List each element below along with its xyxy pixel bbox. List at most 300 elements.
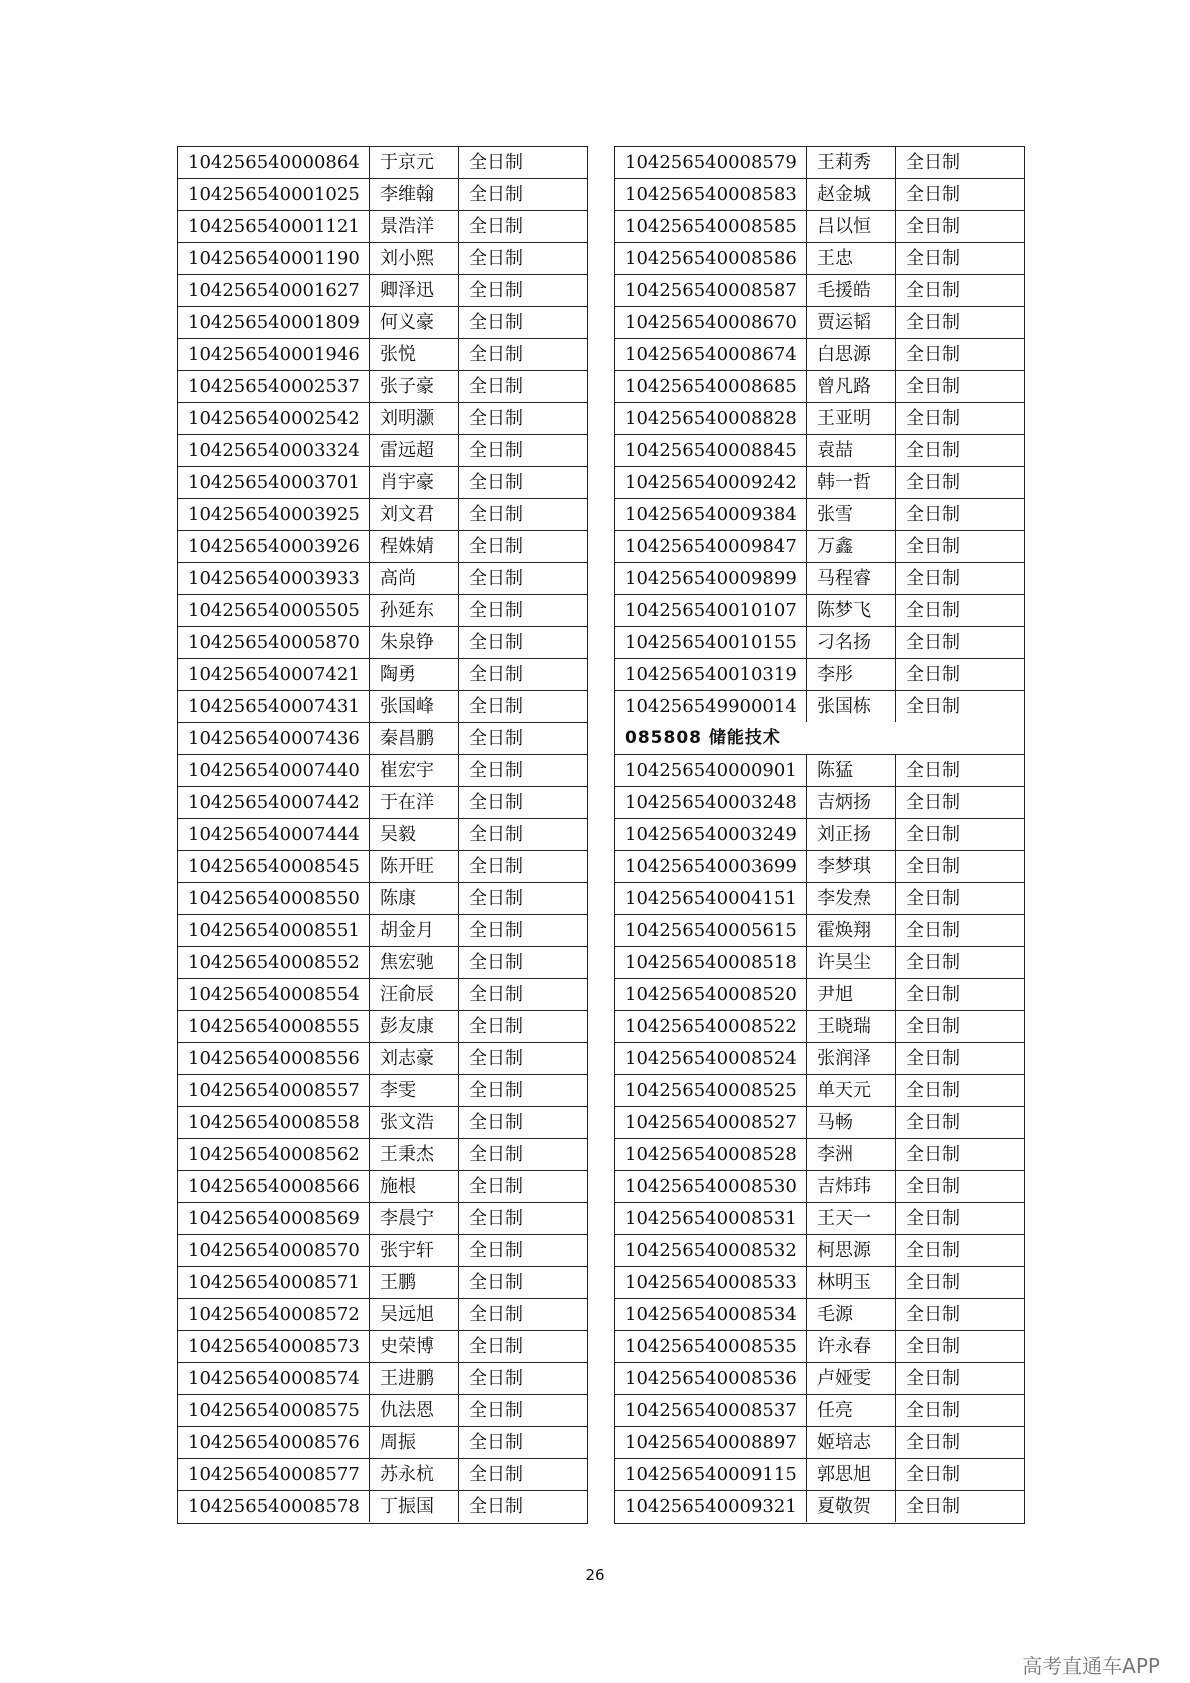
study-mode: 全日制 — [906, 1368, 960, 1389]
study-mode: 全日制 — [906, 824, 960, 845]
candidate-id: 104256540008674 — [615, 339, 807, 370]
table-row — [178, 723, 587, 755]
table-row — [178, 1427, 587, 1459]
table-rows-group — [615, 755, 1024, 1523]
study-mode: 全日制 — [906, 632, 960, 653]
study-mode: 全日制 — [469, 184, 523, 205]
table-row — [178, 1491, 587, 1523]
candidate-id: 104256540001809 — [178, 307, 370, 338]
candidate-name: 许永春 — [807, 1331, 896, 1362]
candidate-name: 霍焕翔 — [807, 915, 896, 946]
study-mode: 全日制 — [469, 1144, 523, 1165]
candidate-name: 李梦琪 — [807, 851, 896, 882]
table-row — [615, 1427, 1024, 1459]
candidate-id: 104256540009115 — [615, 1459, 807, 1490]
candidate-name: 陈康 — [370, 883, 459, 914]
candidate-id: 104256540000864 — [178, 147, 370, 178]
table-row — [178, 1171, 587, 1203]
study-mode: 全日制 — [906, 344, 960, 365]
candidate-id: 104256540008575 — [178, 1395, 370, 1426]
candidate-name: 李洲 — [807, 1139, 896, 1170]
study-mode: 全日制 — [469, 696, 523, 717]
table-row — [178, 883, 587, 915]
study-mode: 全日制 — [906, 504, 960, 525]
study-mode: 全日制 — [469, 408, 523, 429]
table-row — [615, 947, 1024, 979]
candidate-id: 104256540007442 — [178, 787, 370, 818]
candidate-name: 马程睿 — [807, 563, 896, 594]
candidate-id: 104256540008576 — [178, 1427, 370, 1458]
study-mode: 全日制 — [906, 1400, 960, 1421]
candidate-id: 104256540008585 — [615, 211, 807, 242]
candidate-id: 104256540003701 — [178, 467, 370, 498]
candidate-name: 毛源 — [807, 1299, 896, 1330]
table-row — [178, 1299, 587, 1331]
table-row — [178, 243, 587, 275]
study-mode: 全日制 — [469, 216, 523, 237]
candidate-name: 赵金城 — [807, 179, 896, 210]
study-mode: 全日制 — [469, 760, 523, 781]
candidate-id: 104256540001946 — [178, 339, 370, 370]
candidate-id: 104256549900014 — [615, 691, 807, 722]
candidate-id: 104256540008586 — [615, 243, 807, 274]
candidate-name: 仇法恩 — [370, 1395, 459, 1426]
candidate-id: 104256540004151 — [615, 883, 807, 914]
study-mode: 全日制 — [469, 888, 523, 909]
study-mode: 全日制 — [469, 856, 523, 877]
study-mode: 全日制 — [469, 792, 523, 813]
candidate-name: 景浩洋 — [370, 211, 459, 242]
table-row — [615, 755, 1024, 787]
candidate-name: 何义豪 — [370, 307, 459, 338]
candidate-id: 104256540001627 — [178, 275, 370, 306]
study-mode: 全日制 — [469, 1208, 523, 1229]
table-row — [615, 179, 1024, 211]
candidate-name: 陈开旺 — [370, 851, 459, 882]
candidate-name: 王亚明 — [807, 403, 896, 434]
table-row — [178, 1363, 587, 1395]
candidate-name: 王秉杰 — [370, 1139, 459, 1170]
table-row — [178, 787, 587, 819]
study-mode: 全日制 — [469, 1432, 523, 1453]
study-mode: 全日制 — [469, 984, 523, 1005]
candidate-id: 104256540008532 — [615, 1235, 807, 1266]
candidate-name: 丁振国 — [370, 1491, 459, 1522]
table-row — [615, 1395, 1024, 1427]
study-mode: 全日制 — [906, 1496, 960, 1517]
candidate-id: 104256540008531 — [615, 1203, 807, 1234]
study-mode: 全日制 — [469, 1240, 523, 1261]
table-row — [178, 1395, 587, 1427]
table-row — [615, 371, 1024, 403]
study-mode: 全日制 — [469, 376, 523, 397]
candidate-name: 单天元 — [807, 1075, 896, 1106]
study-mode: 全日制 — [469, 440, 523, 461]
table-row — [615, 915, 1024, 947]
study-mode: 全日制 — [906, 408, 960, 429]
study-mode: 全日制 — [906, 248, 960, 269]
candidate-id: 104256540008525 — [615, 1075, 807, 1106]
table-row — [178, 1235, 587, 1267]
table-row — [178, 1043, 587, 1075]
study-mode: 全日制 — [469, 1048, 523, 1069]
study-mode: 全日制 — [906, 312, 960, 333]
candidate-id: 104256540008571 — [178, 1267, 370, 1298]
candidate-name: 刘文君 — [370, 499, 459, 530]
candidate-id: 104256540008552 — [178, 947, 370, 978]
candidate-name: 郭思旭 — [807, 1459, 896, 1490]
table-row — [178, 979, 587, 1011]
table-row — [178, 275, 587, 307]
candidate-id: 104256540009384 — [615, 499, 807, 530]
candidate-id: 104256540008556 — [178, 1043, 370, 1074]
candidate-name: 李发焘 — [807, 883, 896, 914]
candidate-name: 姬培志 — [807, 1427, 896, 1458]
study-mode: 全日制 — [906, 568, 960, 589]
table-row — [178, 1011, 587, 1043]
study-mode: 全日制 — [906, 1144, 960, 1165]
candidate-id: 104256540001121 — [178, 211, 370, 242]
study-mode: 全日制 — [906, 696, 960, 717]
candidate-id: 104256540010107 — [615, 595, 807, 626]
study-mode: 全日制 — [906, 1272, 960, 1293]
candidate-id: 104256540008554 — [178, 979, 370, 1010]
candidate-id: 104256540003926 — [178, 531, 370, 562]
candidate-name: 李彤 — [807, 659, 896, 690]
study-mode: 全日制 — [906, 984, 960, 1005]
candidate-id: 104256540008685 — [615, 371, 807, 402]
study-mode: 全日制 — [906, 952, 960, 973]
candidate-id: 104256540008551 — [178, 915, 370, 946]
candidate-name: 张悦 — [370, 339, 459, 370]
table-row — [615, 499, 1024, 531]
candidate-id: 104256540002542 — [178, 403, 370, 434]
table-row — [178, 563, 587, 595]
study-mode: 全日制 — [906, 600, 960, 621]
table-row — [615, 531, 1024, 563]
study-mode: 全日制 — [469, 280, 523, 301]
table-row — [178, 1203, 587, 1235]
table-row — [178, 307, 587, 339]
study-mode: 全日制 — [469, 952, 523, 973]
table-row — [615, 243, 1024, 275]
study-mode: 全日制 — [906, 184, 960, 205]
study-mode: 全日制 — [906, 760, 960, 781]
candidate-name: 贾运韬 — [807, 307, 896, 338]
candidate-name: 肖宇豪 — [370, 467, 459, 498]
table-row — [615, 819, 1024, 851]
candidate-id: 104256540007436 — [178, 723, 370, 754]
candidate-id: 104256540008555 — [178, 1011, 370, 1042]
study-mode: 全日制 — [469, 1336, 523, 1357]
candidate-id: 104256540008828 — [615, 403, 807, 434]
candidate-id: 104256540008522 — [615, 1011, 807, 1042]
candidate-name: 尹旭 — [807, 979, 896, 1010]
study-mode: 全日制 — [469, 1080, 523, 1101]
study-mode: 全日制 — [469, 1272, 523, 1293]
candidate-id: 104256540007440 — [178, 755, 370, 786]
table-row — [178, 435, 587, 467]
table-row — [178, 467, 587, 499]
table-row — [615, 883, 1024, 915]
candidate-id: 104256540009242 — [615, 467, 807, 498]
study-mode: 全日制 — [469, 1368, 523, 1389]
candidate-name: 苏永杭 — [370, 1459, 459, 1490]
candidate-id: 104256540008562 — [178, 1139, 370, 1170]
table-row — [178, 691, 587, 723]
candidate-id: 104256540008536 — [615, 1363, 807, 1394]
candidate-name: 张宇轩 — [370, 1235, 459, 1266]
candidate-id: 104256540010155 — [615, 627, 807, 658]
candidate-name: 吴远旭 — [370, 1299, 459, 1330]
study-mode: 全日制 — [469, 536, 523, 557]
table-row — [615, 1267, 1024, 1299]
candidate-name: 陈梦飞 — [807, 595, 896, 626]
candidate-name: 程姝婧 — [370, 531, 459, 562]
table-row — [615, 403, 1024, 435]
table-row — [615, 1459, 1024, 1491]
candidate-name: 柯思源 — [807, 1235, 896, 1266]
candidate-id: 104256540010319 — [615, 659, 807, 690]
candidate-name: 张文浩 — [370, 1107, 459, 1138]
candidate-name: 王鹏 — [370, 1267, 459, 1298]
study-mode: 全日制 — [906, 472, 960, 493]
candidate-id: 104256540007431 — [178, 691, 370, 722]
candidate-id: 104256540008566 — [178, 1171, 370, 1202]
table-row — [615, 979, 1024, 1011]
table-row — [615, 339, 1024, 371]
candidate-name: 李维翰 — [370, 179, 459, 210]
candidate-name: 刘志豪 — [370, 1043, 459, 1074]
study-mode: 全日制 — [906, 888, 960, 909]
study-mode: 全日制 — [906, 920, 960, 941]
candidate-name: 孙延东 — [370, 595, 459, 626]
candidate-id: 104256540003249 — [615, 819, 807, 850]
candidate-id: 104256540008535 — [615, 1331, 807, 1362]
study-mode: 全日制 — [906, 536, 960, 557]
study-mode: 全日制 — [469, 920, 523, 941]
candidate-id: 104256540008534 — [615, 1299, 807, 1330]
candidate-id: 104256540000901 — [615, 755, 807, 786]
candidate-name: 周振 — [370, 1427, 459, 1458]
candidate-id: 104256540008520 — [615, 979, 807, 1010]
candidate-id: 104256540005870 — [178, 627, 370, 658]
study-mode: 全日制 — [469, 152, 523, 173]
candidate-id: 104256540008537 — [615, 1395, 807, 1426]
candidate-name: 白思源 — [807, 339, 896, 370]
candidate-id: 104256540008570 — [178, 1235, 370, 1266]
candidate-name: 李雯 — [370, 1075, 459, 1106]
table-row — [615, 1011, 1024, 1043]
candidate-id: 104256540008572 — [178, 1299, 370, 1330]
table-row — [615, 1491, 1024, 1523]
candidate-id: 104256540008528 — [615, 1139, 807, 1170]
table-row — [615, 1299, 1024, 1331]
candidate-name: 崔宏宇 — [370, 755, 459, 786]
candidate-id: 104256540008579 — [615, 147, 807, 178]
section-heading: 085808 储能技术 — [615, 723, 1024, 755]
candidate-name: 韩一哲 — [807, 467, 896, 498]
table-row — [615, 275, 1024, 307]
candidate-name: 张子豪 — [370, 371, 459, 402]
table-row — [615, 1331, 1024, 1363]
candidate-name: 李晨宁 — [370, 1203, 459, 1234]
table-row — [178, 179, 587, 211]
study-mode: 全日制 — [469, 312, 523, 333]
table-row — [615, 691, 1024, 723]
table-row — [178, 947, 587, 979]
study-mode: 全日制 — [469, 1016, 523, 1037]
candidate-name: 于京元 — [370, 147, 459, 178]
candidate-name: 吉炜玮 — [807, 1171, 896, 1202]
candidate-id: 104256540008845 — [615, 435, 807, 466]
study-mode: 全日制 — [469, 824, 523, 845]
study-mode: 全日制 — [906, 1464, 960, 1485]
candidate-id: 104256540008897 — [615, 1427, 807, 1458]
study-mode: 全日制 — [906, 1176, 960, 1197]
candidate-name: 任亮 — [807, 1395, 896, 1426]
table-row — [615, 787, 1024, 819]
table-row — [178, 1107, 587, 1139]
candidate-id: 104256540008558 — [178, 1107, 370, 1138]
study-mode: 全日制 — [906, 440, 960, 461]
candidate-name: 刘正扬 — [807, 819, 896, 850]
admission-table-left — [177, 146, 588, 1524]
candidate-id: 104256540003324 — [178, 435, 370, 466]
candidate-name: 施根 — [370, 1171, 459, 1202]
candidate-id: 104256540008518 — [615, 947, 807, 978]
candidate-id: 104256540005505 — [178, 595, 370, 626]
study-mode: 全日制 — [906, 792, 960, 813]
table-row — [615, 1107, 1024, 1139]
candidate-name: 张国栋 — [807, 691, 896, 722]
candidate-name: 高尚 — [370, 563, 459, 594]
table-row — [178, 403, 587, 435]
table-row — [615, 1363, 1024, 1395]
candidate-name: 史荣博 — [370, 1331, 459, 1362]
candidate-name: 胡金月 — [370, 915, 459, 946]
candidate-name: 万鑫 — [807, 531, 896, 562]
table-row — [615, 563, 1024, 595]
candidate-id: 104256540007444 — [178, 819, 370, 850]
candidate-id: 104256540008587 — [615, 275, 807, 306]
study-mode: 全日制 — [906, 1240, 960, 1261]
table-row — [178, 819, 587, 851]
table-row — [615, 1043, 1024, 1075]
table-row — [615, 211, 1024, 243]
candidate-name: 张国峰 — [370, 691, 459, 722]
page-number: 26 — [585, 1566, 605, 1584]
study-mode: 全日制 — [906, 1208, 960, 1229]
candidate-name: 吕以恒 — [807, 211, 896, 242]
candidate-name: 刘明灏 — [370, 403, 459, 434]
study-mode: 全日制 — [906, 376, 960, 397]
candidate-name: 刘小熙 — [370, 243, 459, 274]
table-row — [178, 915, 587, 947]
table-row — [178, 1075, 587, 1107]
candidate-name: 王进鹏 — [370, 1363, 459, 1394]
table-row — [178, 211, 587, 243]
table-row — [178, 1459, 587, 1491]
candidate-id: 104256540009321 — [615, 1491, 807, 1522]
candidate-id: 104256540001025 — [178, 179, 370, 210]
candidate-name: 袁喆 — [807, 435, 896, 466]
study-mode: 全日制 — [469, 504, 523, 525]
study-mode: 全日制 — [469, 568, 523, 589]
study-mode: 全日制 — [469, 1400, 523, 1421]
study-mode: 全日制 — [469, 600, 523, 621]
table-row — [178, 531, 587, 563]
table-row — [615, 1171, 1024, 1203]
candidate-id: 104256540008527 — [615, 1107, 807, 1138]
study-mode: 全日制 — [469, 1176, 523, 1197]
table-row — [178, 499, 587, 531]
study-mode: 全日制 — [469, 664, 523, 685]
table-row — [178, 659, 587, 691]
candidate-name: 曾凡路 — [807, 371, 896, 402]
table-row — [615, 1203, 1024, 1235]
candidate-id: 104256540003925 — [178, 499, 370, 530]
table-row — [178, 1139, 587, 1171]
candidate-id: 104256540008670 — [615, 307, 807, 338]
candidate-name: 卿泽迅 — [370, 275, 459, 306]
candidate-name: 吴毅 — [370, 819, 459, 850]
candidate-name: 王莉秀 — [807, 147, 896, 178]
study-mode: 全日制 — [906, 856, 960, 877]
study-mode: 全日制 — [906, 1080, 960, 1101]
candidate-id: 104256540008524 — [615, 1043, 807, 1074]
study-mode: 全日制 — [906, 1304, 960, 1325]
study-mode: 全日制 — [469, 1496, 523, 1517]
study-mode: 全日制 — [906, 216, 960, 237]
candidate-name: 刁名扬 — [807, 627, 896, 658]
candidate-id: 104256540008533 — [615, 1267, 807, 1298]
study-mode: 全日制 — [469, 1464, 523, 1485]
table-row — [615, 435, 1024, 467]
table-row — [178, 851, 587, 883]
candidate-name: 夏敬贺 — [807, 1491, 896, 1522]
candidate-id: 104256540007421 — [178, 659, 370, 690]
table-row — [615, 659, 1024, 691]
candidate-name: 焦宏驰 — [370, 947, 459, 978]
table-row — [615, 307, 1024, 339]
candidate-id: 104256540008578 — [178, 1491, 370, 1522]
table-row — [178, 339, 587, 371]
candidate-id: 104256540002537 — [178, 371, 370, 402]
table-row — [615, 467, 1024, 499]
candidate-id: 104256540003699 — [615, 851, 807, 882]
study-mode: 全日制 — [469, 1304, 523, 1325]
candidate-name: 秦昌鹏 — [370, 723, 459, 754]
table-row — [615, 1235, 1024, 1267]
table-row — [178, 627, 587, 659]
candidate-name: 毛援皓 — [807, 275, 896, 306]
candidate-id: 104256540008574 — [178, 1363, 370, 1394]
table-row — [178, 595, 587, 627]
study-mode: 全日制 — [469, 248, 523, 269]
table-row — [178, 371, 587, 403]
candidate-id: 104256540008557 — [178, 1075, 370, 1106]
table-row — [615, 1139, 1024, 1171]
table-row — [615, 1075, 1024, 1107]
study-mode: 全日制 — [906, 1336, 960, 1357]
candidate-id: 104256540008550 — [178, 883, 370, 914]
candidate-name: 陶勇 — [370, 659, 459, 690]
candidate-id: 104256540003933 — [178, 563, 370, 594]
table-row — [178, 147, 587, 179]
candidate-name: 林明玉 — [807, 1267, 896, 1298]
candidate-name: 王忠 — [807, 243, 896, 274]
